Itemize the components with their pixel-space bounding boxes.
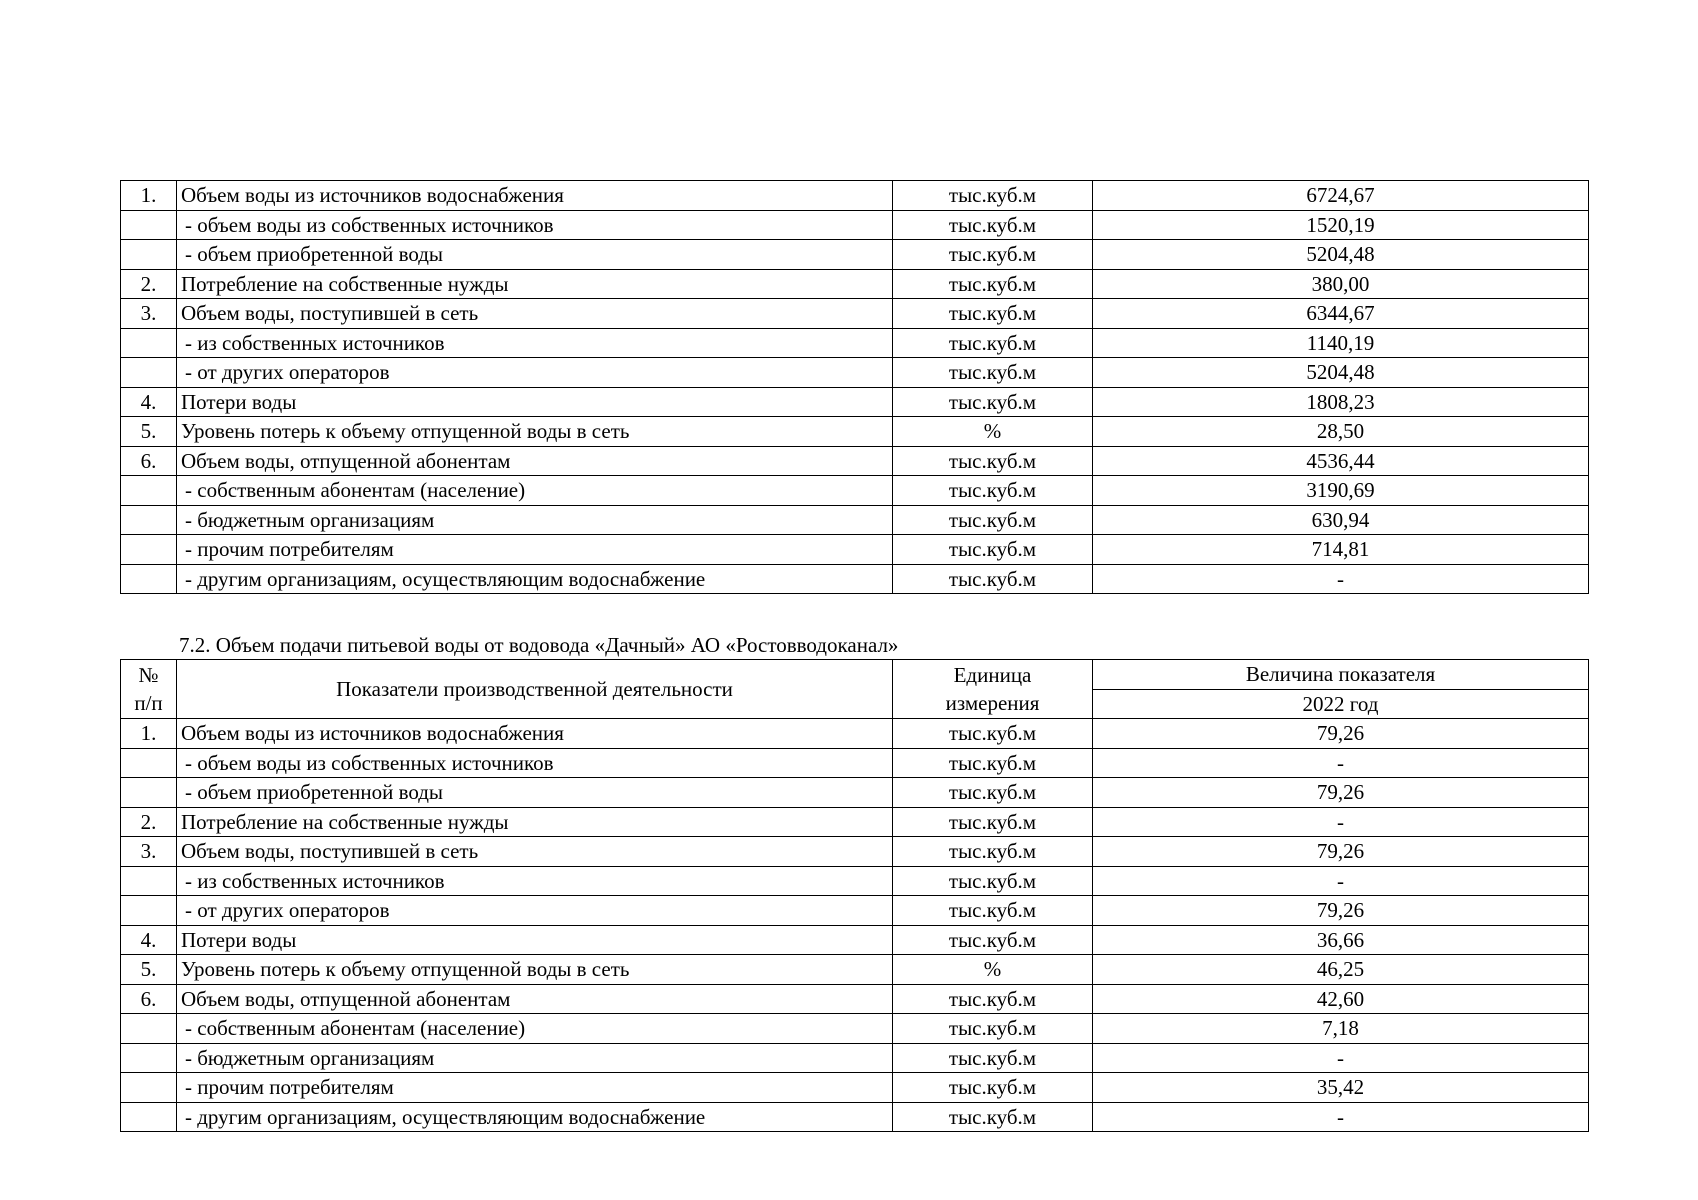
row-number bbox=[121, 1014, 177, 1044]
row-unit: тыс.куб.м bbox=[893, 210, 1093, 240]
row-value: 1140,19 bbox=[1093, 328, 1589, 358]
indicators-table-2 bbox=[120, 659, 1589, 1132]
table-row bbox=[121, 1102, 1589, 1132]
row-unit: тыс.куб.м bbox=[893, 1043, 1093, 1073]
row-value: 7,18 bbox=[1093, 1014, 1589, 1044]
table-row bbox=[121, 925, 1589, 955]
row-unit: тыс.куб.м bbox=[893, 476, 1093, 506]
row-number bbox=[121, 476, 177, 506]
row-value: 5204,48 bbox=[1093, 358, 1589, 388]
row-unit: тыс.куб.м bbox=[893, 505, 1093, 535]
row-unit: тыс.куб.м bbox=[893, 1014, 1093, 1044]
table-row bbox=[121, 1073, 1589, 1103]
header-row bbox=[121, 660, 1589, 690]
table-row bbox=[121, 778, 1589, 808]
row-number: 6. bbox=[121, 446, 177, 476]
row-value: 3190,69 bbox=[1093, 476, 1589, 506]
row-number bbox=[121, 1102, 177, 1132]
table-row bbox=[121, 748, 1589, 778]
indicators-table-1 bbox=[120, 180, 1589, 594]
row-unit: тыс.куб.м bbox=[893, 896, 1093, 926]
header-num-top: № bbox=[138, 663, 159, 687]
row-indicator-name: - от других операторов bbox=[177, 358, 893, 388]
table-row bbox=[121, 807, 1589, 837]
row-number bbox=[121, 210, 177, 240]
table-row bbox=[121, 1043, 1589, 1073]
table-row bbox=[121, 446, 1589, 476]
row-value: 630,94 bbox=[1093, 505, 1589, 535]
header-value-year: 2022 год bbox=[1093, 689, 1589, 719]
row-value: 4536,44 bbox=[1093, 446, 1589, 476]
row-value: 36,66 bbox=[1093, 925, 1589, 955]
row-indicator-name: Объем воды из источников водоснабжения bbox=[177, 181, 893, 211]
table-row bbox=[121, 866, 1589, 896]
row-value: 79,26 bbox=[1093, 896, 1589, 926]
row-unit: тыс.куб.м bbox=[893, 925, 1093, 955]
table-row bbox=[121, 181, 1589, 211]
row-value: - bbox=[1093, 866, 1589, 896]
row-unit: тыс.куб.м bbox=[893, 1102, 1093, 1132]
row-indicator-name: Уровень потерь к объему отпущенной воды в сеть bbox=[177, 955, 893, 985]
header-unit-cell bbox=[893, 660, 1093, 719]
row-number bbox=[121, 535, 177, 565]
row-indicator-name: Потребление на собственные нужды bbox=[177, 269, 893, 299]
table-row bbox=[121, 535, 1589, 565]
row-unit: тыс.куб.м bbox=[893, 240, 1093, 270]
table-row bbox=[121, 210, 1589, 240]
row-number bbox=[121, 1043, 177, 1073]
row-number bbox=[121, 1073, 177, 1103]
row-number bbox=[121, 896, 177, 926]
row-indicator-name: Объем воды, поступившей в сеть bbox=[177, 837, 893, 867]
row-number bbox=[121, 505, 177, 535]
row-unit: тыс.куб.м bbox=[893, 748, 1093, 778]
row-indicator-name: - собственным абонентам (население) bbox=[177, 1014, 893, 1044]
row-value: - bbox=[1093, 1102, 1589, 1132]
row-indicator-name: Объем воды, отпущенной абонентам bbox=[177, 446, 893, 476]
row-value: 79,26 bbox=[1093, 778, 1589, 808]
row-number: 4. bbox=[121, 925, 177, 955]
row-number: 5. bbox=[121, 417, 177, 447]
row-unit: тыс.куб.м bbox=[893, 564, 1093, 594]
row-value: - bbox=[1093, 748, 1589, 778]
row-unit: % bbox=[893, 955, 1093, 985]
table-row bbox=[121, 387, 1589, 417]
row-value: 714,81 bbox=[1093, 535, 1589, 565]
row-unit: тыс.куб.м bbox=[893, 446, 1093, 476]
header-indicator-name: Показатели производственной деятельности bbox=[177, 660, 893, 719]
row-unit: тыс.куб.м bbox=[893, 1073, 1093, 1103]
row-value: - bbox=[1093, 807, 1589, 837]
table-row bbox=[121, 719, 1589, 749]
row-indicator-name: Уровень потерь к объему отпущенной воды в сеть bbox=[177, 417, 893, 447]
row-number: 6. bbox=[121, 984, 177, 1014]
row-indicator-name: Потребление на собственные нужды bbox=[177, 807, 893, 837]
row-number: 4. bbox=[121, 387, 177, 417]
table-row bbox=[121, 837, 1589, 867]
row-number: 3. bbox=[121, 299, 177, 329]
table-row bbox=[121, 299, 1589, 329]
row-indicator-name: Объем воды из источников водоснабжения bbox=[177, 719, 893, 749]
row-unit: тыс.куб.м bbox=[893, 269, 1093, 299]
header-num-cell bbox=[121, 660, 177, 719]
row-unit: тыс.куб.м bbox=[893, 778, 1093, 808]
row-indicator-name: - объем воды из собственных источников bbox=[177, 210, 893, 240]
row-value: 1808,23 bbox=[1093, 387, 1589, 417]
row-unit: тыс.куб.м bbox=[893, 387, 1093, 417]
row-number: 5. bbox=[121, 955, 177, 985]
row-number bbox=[121, 358, 177, 388]
header-unit-bottom: измерения bbox=[945, 691, 1040, 715]
row-indicator-name: - бюджетным организациям bbox=[177, 1043, 893, 1073]
row-value: - bbox=[1093, 1043, 1589, 1073]
row-number bbox=[121, 778, 177, 808]
table-row bbox=[121, 417, 1589, 447]
row-unit: тыс.куб.м bbox=[893, 358, 1093, 388]
row-value: 46,25 bbox=[1093, 955, 1589, 985]
row-unit: тыс.куб.м bbox=[893, 837, 1093, 867]
row-value: 28,50 bbox=[1093, 417, 1589, 447]
row-value: - bbox=[1093, 564, 1589, 594]
table-row bbox=[121, 476, 1589, 506]
row-indicator-name: - из собственных источников bbox=[177, 328, 893, 358]
row-indicator-name: - бюджетным организациям bbox=[177, 505, 893, 535]
row-number bbox=[121, 240, 177, 270]
indicators-table-2-body bbox=[121, 719, 1589, 1132]
row-number: 3. bbox=[121, 837, 177, 867]
table-row bbox=[121, 1014, 1589, 1044]
header-value-title: Величина показателя bbox=[1093, 660, 1589, 690]
indicators-table-1-body bbox=[121, 181, 1589, 594]
table-row bbox=[121, 505, 1589, 535]
row-indicator-name: Потери воды bbox=[177, 925, 893, 955]
row-number bbox=[121, 748, 177, 778]
row-unit: % bbox=[893, 417, 1093, 447]
row-indicator-name: - прочим потребителям bbox=[177, 1073, 893, 1103]
row-value: 79,26 bbox=[1093, 719, 1589, 749]
row-number: 2. bbox=[121, 807, 177, 837]
header-num-bottom: п/п bbox=[134, 691, 163, 715]
row-value: 5204,48 bbox=[1093, 240, 1589, 270]
row-value: 42,60 bbox=[1093, 984, 1589, 1014]
row-indicator-name: - объем приобретенной воды bbox=[177, 778, 893, 808]
row-unit: тыс.куб.м bbox=[893, 181, 1093, 211]
row-number: 1. bbox=[121, 181, 177, 211]
table-row bbox=[121, 896, 1589, 926]
table-row bbox=[121, 328, 1589, 358]
table-2-caption: 7.2. Объем подачи питьевой воды от водовода «Дачный» АО «Ростовводоканал» bbox=[179, 633, 899, 657]
row-indicator-name: - другим организациям, осуществляющим водоснабжение bbox=[177, 1102, 893, 1132]
row-indicator-name: Объем воды, отпущенной абонентам bbox=[177, 984, 893, 1014]
row-unit: тыс.куб.м bbox=[893, 535, 1093, 565]
row-unit: тыс.куб.м bbox=[893, 866, 1093, 896]
table-row bbox=[121, 269, 1589, 299]
row-number bbox=[121, 866, 177, 896]
indicators-table-2-header bbox=[121, 660, 1589, 719]
row-unit: тыс.куб.м bbox=[893, 807, 1093, 837]
row-indicator-name: Объем воды, поступившей в сеть bbox=[177, 299, 893, 329]
row-indicator-name: - прочим потребителям bbox=[177, 535, 893, 565]
row-value: 1520,19 bbox=[1093, 210, 1589, 240]
row-indicator-name: - объем приобретенной воды bbox=[177, 240, 893, 270]
row-value: 79,26 bbox=[1093, 837, 1589, 867]
row-unit: тыс.куб.м bbox=[893, 328, 1093, 358]
table-row bbox=[121, 564, 1589, 594]
row-number bbox=[121, 564, 177, 594]
row-indicator-name: Потери воды bbox=[177, 387, 893, 417]
table-row bbox=[121, 984, 1589, 1014]
table-row bbox=[121, 240, 1589, 270]
row-number: 2. bbox=[121, 269, 177, 299]
row-indicator-name: - собственным абонентам (население) bbox=[177, 476, 893, 506]
table-row bbox=[121, 358, 1589, 388]
row-unit: тыс.куб.м bbox=[893, 299, 1093, 329]
row-indicator-name: - из собственных источников bbox=[177, 866, 893, 896]
row-value: 6724,67 bbox=[1093, 181, 1589, 211]
row-value: 35,42 bbox=[1093, 1073, 1589, 1103]
table-row bbox=[121, 955, 1589, 985]
row-value: 380,00 bbox=[1093, 269, 1589, 299]
row-value: 6344,67 bbox=[1093, 299, 1589, 329]
row-number: 1. bbox=[121, 719, 177, 749]
row-indicator-name: - от других операторов bbox=[177, 896, 893, 926]
row-unit: тыс.куб.м bbox=[893, 719, 1093, 749]
row-number bbox=[121, 328, 177, 358]
row-unit: тыс.куб.м bbox=[893, 984, 1093, 1014]
row-indicator-name: - объем воды из собственных источников bbox=[177, 748, 893, 778]
header-unit-top: Единица bbox=[953, 663, 1032, 687]
row-indicator-name: - другим организациям, осуществляющим водоснабжение bbox=[177, 564, 893, 594]
